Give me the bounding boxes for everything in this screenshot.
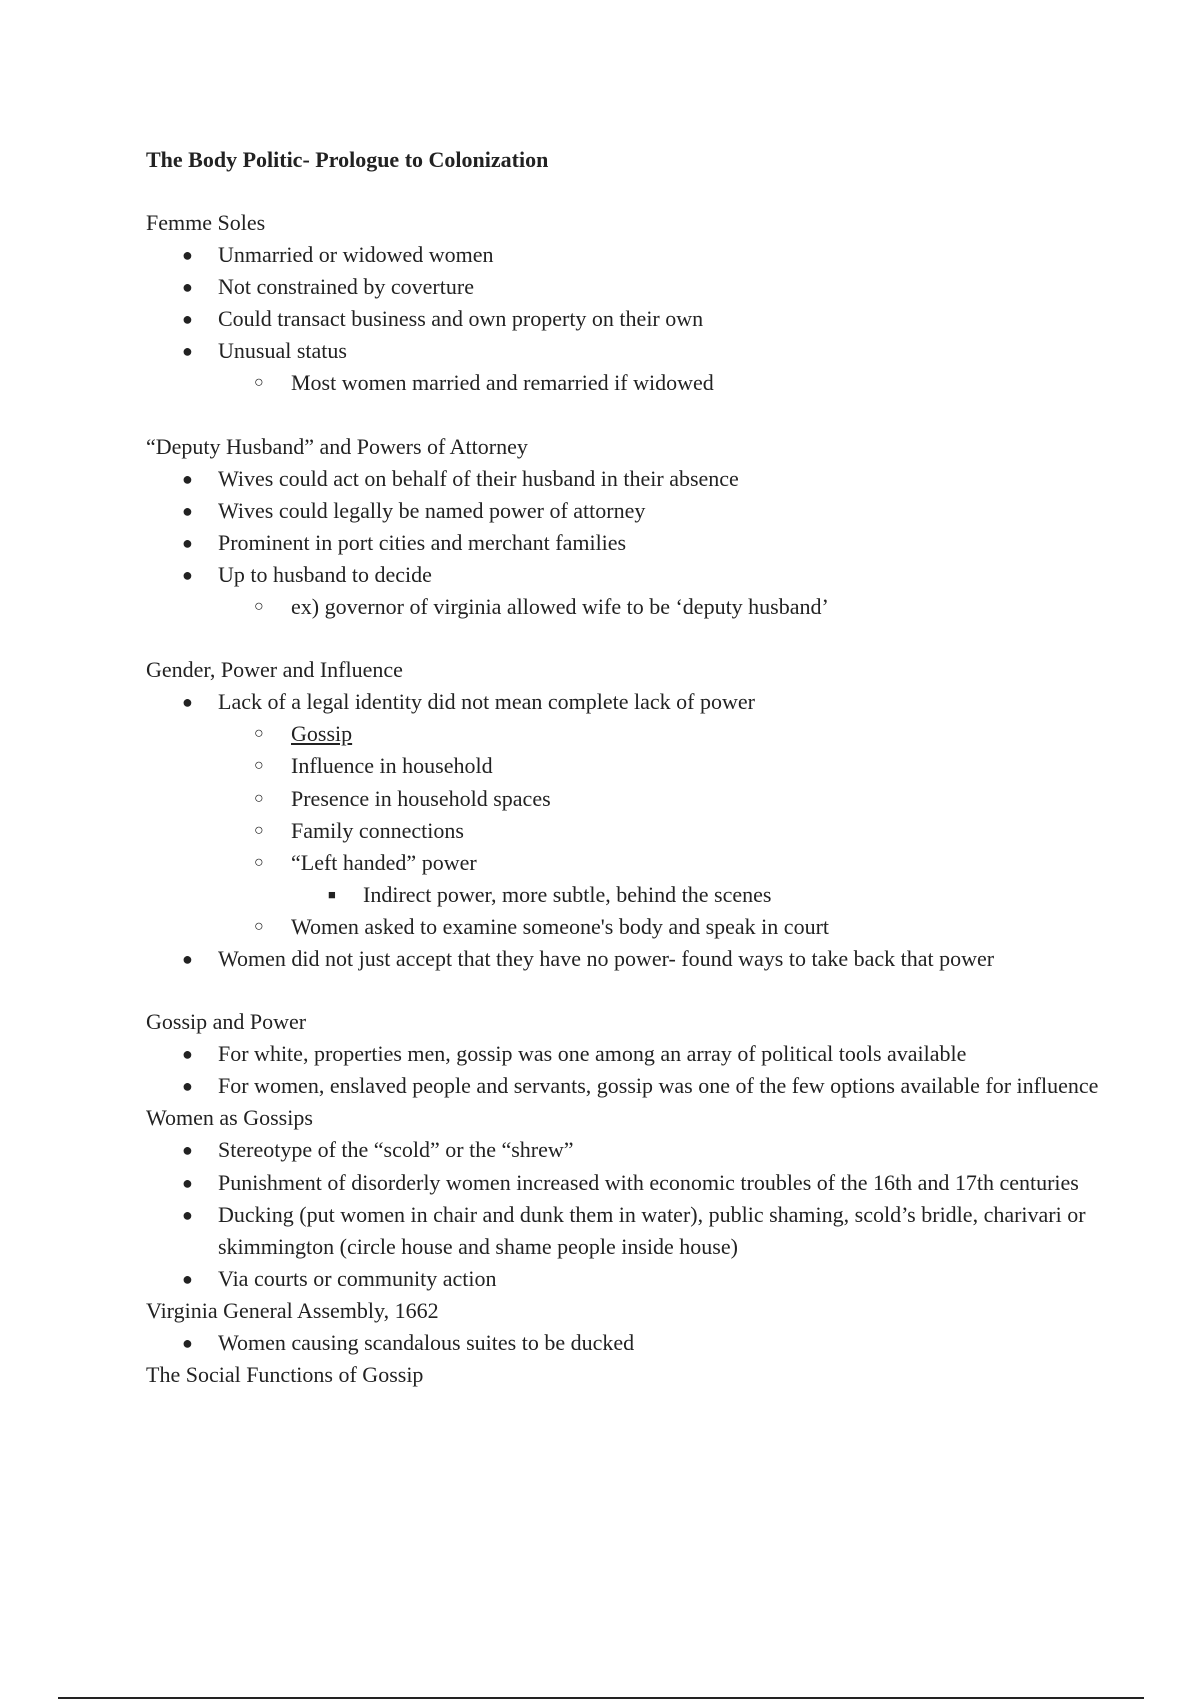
circle-bullet-icon: ○ xyxy=(254,374,264,392)
sub-list-item xyxy=(146,367,1106,399)
sub-list-item xyxy=(146,591,1106,623)
list-item xyxy=(146,1263,1106,1295)
list-item xyxy=(146,559,1106,591)
disc-bullet-icon: ● xyxy=(182,1076,193,1097)
list-item-text: Lack of a legal identity did not mean complete lack of power xyxy=(218,689,755,715)
list-item-text: Stereotype of the “scold” or the “shrew” xyxy=(218,1137,574,1163)
sub-list-item-text: Most women married and remarried if widowed xyxy=(291,370,714,396)
sub-list-item-text: “Left handed” power xyxy=(291,849,477,875)
disc-bullet-icon: ● xyxy=(182,532,193,553)
sub-list-item xyxy=(146,847,1106,879)
list-item xyxy=(146,1167,1106,1199)
sub-sub-list-item-text: Indirect power, more subtle, behind the scenes xyxy=(363,881,772,907)
list-item-text: Could transact business and own property on their own xyxy=(218,306,704,332)
list-item-text: Unmarried or widowed women xyxy=(218,242,494,268)
list-item-text: Via courts or community action xyxy=(218,1265,497,1291)
list-item xyxy=(146,1070,1106,1102)
sub-sub-list-item xyxy=(146,879,1106,911)
section-heading-social-functions: The Social Functions of Gossip xyxy=(146,1362,424,1388)
list-item-text: Wives could act on behalf of their husband in their absence xyxy=(218,465,739,491)
circle-bullet-icon: ○ xyxy=(254,789,264,807)
list-item-text: Unusual status xyxy=(218,338,347,364)
disc-bullet-icon: ● xyxy=(182,341,193,362)
section-heading-deputy-husband: “Deputy Husband” and Powers of Attorney xyxy=(146,433,528,459)
list-item xyxy=(146,1134,1106,1166)
list-item-text: For women, enslaved people and servants, gossip was one of the few options available for influence xyxy=(218,1073,1099,1099)
document-body xyxy=(146,207,1106,1391)
section-heading-women-gossips: Women as Gossips xyxy=(146,1105,313,1131)
sub-list-item xyxy=(146,911,1106,943)
circle-bullet-icon: ○ xyxy=(254,853,264,871)
sub-list-item-text: ex) governor of virginia allowed wife to be ‘deputy husband’ xyxy=(291,594,829,620)
list-item xyxy=(146,686,1106,718)
list-item xyxy=(146,335,1106,367)
section-heading-femme-soles: Femme Soles xyxy=(146,210,266,235)
disc-bullet-icon: ● xyxy=(182,1268,193,1289)
footer-divider xyxy=(58,1697,1144,1699)
sub-list-item-text-gossip: Gossip xyxy=(291,721,353,747)
section-heading-virginia-assembly: Virginia General Assembly, 1662 xyxy=(146,1297,439,1323)
sub-list-item-text: Family connections xyxy=(291,817,464,843)
disc-bullet-icon: ● xyxy=(182,1172,193,1193)
disc-bullet-icon: ● xyxy=(182,309,193,330)
circle-bullet-icon: ○ xyxy=(254,917,264,935)
circle-bullet-icon: ○ xyxy=(254,757,264,775)
section-heading-gossip-power: Gossip and Power xyxy=(146,1009,307,1035)
sub-list-item-text: Presence in household spaces xyxy=(291,785,551,811)
list-item-text: Wives could legally be named power of attorney xyxy=(218,497,646,523)
list-item xyxy=(146,1038,1106,1070)
disc-bullet-icon: ● xyxy=(182,692,193,713)
list-item xyxy=(146,1327,1106,1359)
square-bullet-icon: ■ xyxy=(328,886,336,902)
list-item-text: Ducking (put women in chair and dunk them in water), public shaming, scold’s bridle, charivari or skimmington (circle house and shame people inside house) xyxy=(218,1201,1086,1259)
disc-bullet-icon: ● xyxy=(182,245,193,266)
disc-bullet-icon: ● xyxy=(182,1044,193,1065)
list-item xyxy=(146,527,1106,559)
sub-list-item xyxy=(146,815,1106,847)
paragraph-gap xyxy=(146,400,1106,431)
paragraph-gap xyxy=(146,975,1106,1006)
disc-bullet-icon: ● xyxy=(182,1140,193,1161)
list-item xyxy=(146,271,1106,303)
sub-list-item xyxy=(146,750,1106,782)
circle-bullet-icon: ○ xyxy=(254,821,264,839)
disc-bullet-icon: ● xyxy=(182,468,193,489)
disc-bullet-icon: ● xyxy=(182,500,193,521)
list-item-text: For white, properties men, gossip was one among an array of political tools available xyxy=(218,1041,967,1067)
disc-bullet-icon: ● xyxy=(182,1204,193,1225)
sub-list-item-text: Women asked to examine someone's body and speak in court xyxy=(291,913,830,939)
list-item xyxy=(146,463,1106,495)
list-item xyxy=(146,239,1106,271)
list-item xyxy=(146,943,1106,975)
list-item-text: Women did not just accept that they have no power- found ways to take back that power xyxy=(218,945,995,971)
disc-bullet-icon: ● xyxy=(182,564,193,585)
list-item xyxy=(146,495,1106,527)
document-title: The Body Politic- Prologue to Colonization xyxy=(146,147,549,172)
list-item-text: Women causing scandalous suites to be ducked xyxy=(218,1330,635,1355)
disc-bullet-icon: ● xyxy=(182,1333,193,1353)
list-item-text: Not constrained by coverture xyxy=(218,274,474,300)
list-item xyxy=(146,1199,1106,1263)
circle-bullet-icon: ○ xyxy=(254,725,264,743)
disc-bullet-icon: ● xyxy=(182,948,193,969)
disc-bullet-icon: ● xyxy=(182,277,193,298)
list-item-text: Punishment of disorderly women increased with economic troubles of the 16th and 17th centuries xyxy=(218,1169,1079,1195)
section-heading-gender-power: Gender, Power and Influence xyxy=(146,657,403,683)
sub-list-item xyxy=(146,783,1106,815)
circle-bullet-icon: ○ xyxy=(254,598,264,616)
list-item-text: Prominent in port cities and merchant families xyxy=(218,529,627,555)
sub-list-item xyxy=(146,718,1106,750)
list-item xyxy=(146,303,1106,335)
paragraph-gap xyxy=(146,623,1106,654)
list-item-text: Up to husband to decide xyxy=(218,561,432,587)
sub-list-item-text: Influence in household xyxy=(291,753,493,779)
